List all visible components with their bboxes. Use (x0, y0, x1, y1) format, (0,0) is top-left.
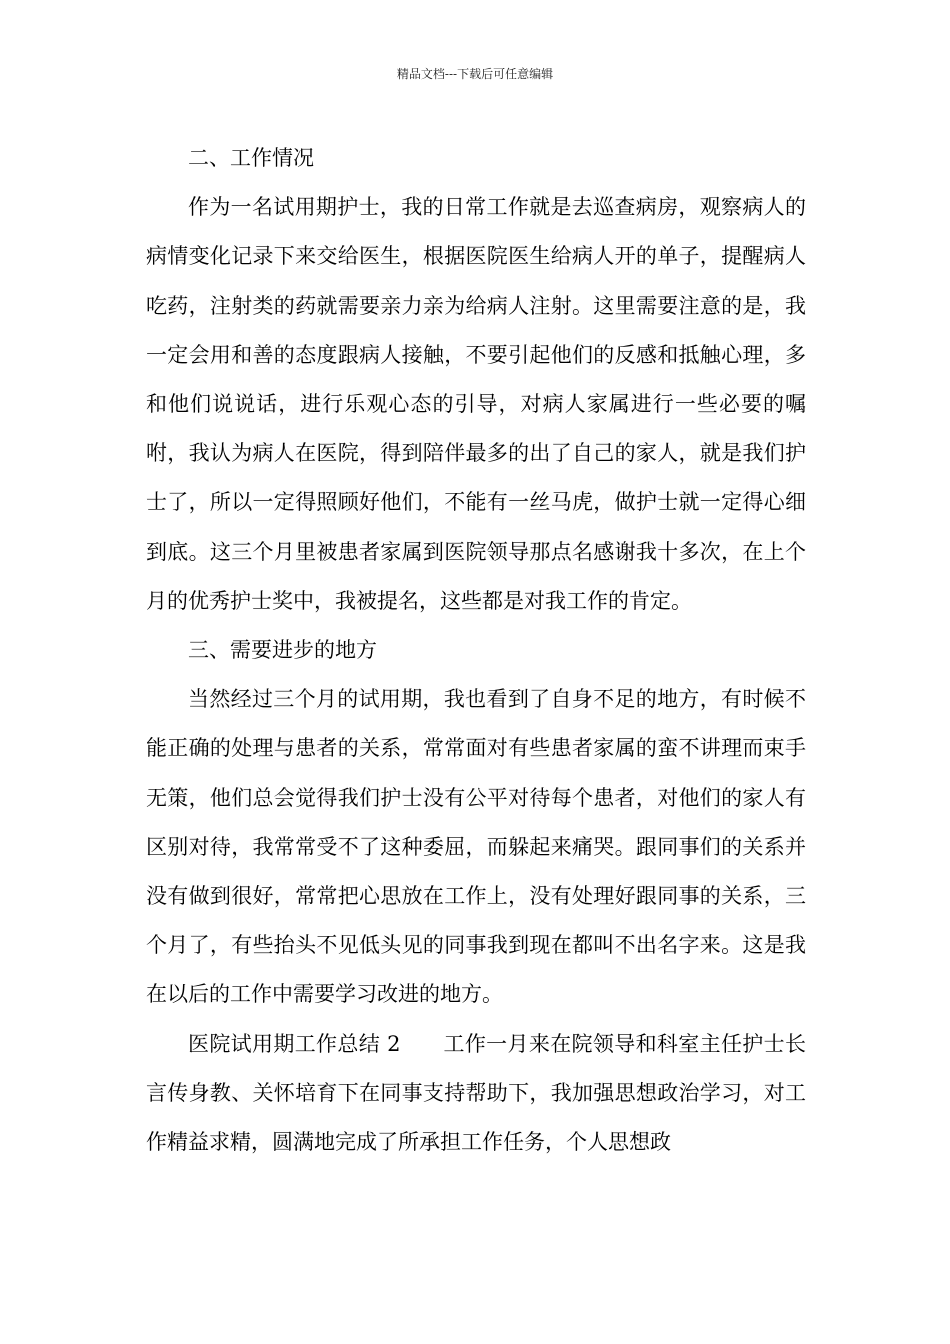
header-text: 精品文档---下载后可任意编辑 (396, 67, 554, 81)
paragraph-summary-2: 医院试用期工作总结 2 工作一月来在院领导和科室主任护士长言传身教、关怀培育下在同事支持帮助下，我加强思想政治学习，对工作精益求精，圆满地完成了所承担工作任务，个人思想政 (146, 1031, 806, 1155)
section-heading-improvement: 三、需要进步的地方 (188, 638, 377, 663)
paragraph-daily-work: 作为一名试用期护士，我的日常工作就是去巡查病房，观察病人的病情变化记录下来交给医生，根据医院医生给病人开的单子，提醒病人吃药，注射类的药就需要亲力亲为给病人注射。这里需要注意的是，我一定会用和善的态度跟病人接触，不要引起他们的反感和抵触心理，多和他们说说话，进行乐观心态的引导，对病人家属进行一些必要的嘱咐，我认为病人在医院，得到陪伴最多的出了自己的家人，就是我们护士了，所以一定得照顾好他们，不能有一丝马虎，做护士就一定得心细到底。这三个月里被患者家属到医院领导那点名感谢我十多次，在上个月的优秀护士奖中，我被提名，这些都是对我工作的肯定。 (146, 195, 806, 613)
page-header (0, 66, 950, 82)
section-heading-work-situation: 二、工作情况 (188, 146, 314, 170)
document-body (146, 134, 806, 1167)
paragraph-shortcomings: 当然经过三个月的试用期，我也看到了自身不足的地方，有时候不能正确的处理与患者的关系，常常面对有些患者家属的蛮不讲理而束手无策，他们总会觉得我们护士没有公平对待每个患者，对他们的家人有区别对待，我常常受不了这种委屈，而躲起来痛哭。跟同事们的关系并没有做到很好，常常把心思放在工作上，没有处理好跟同事的关系，三个月了，有些抬头不见低头见的同事我到现在都叫不出名字来。这是我在以后的工作中需要学习改进的地方。 (146, 687, 806, 1007)
